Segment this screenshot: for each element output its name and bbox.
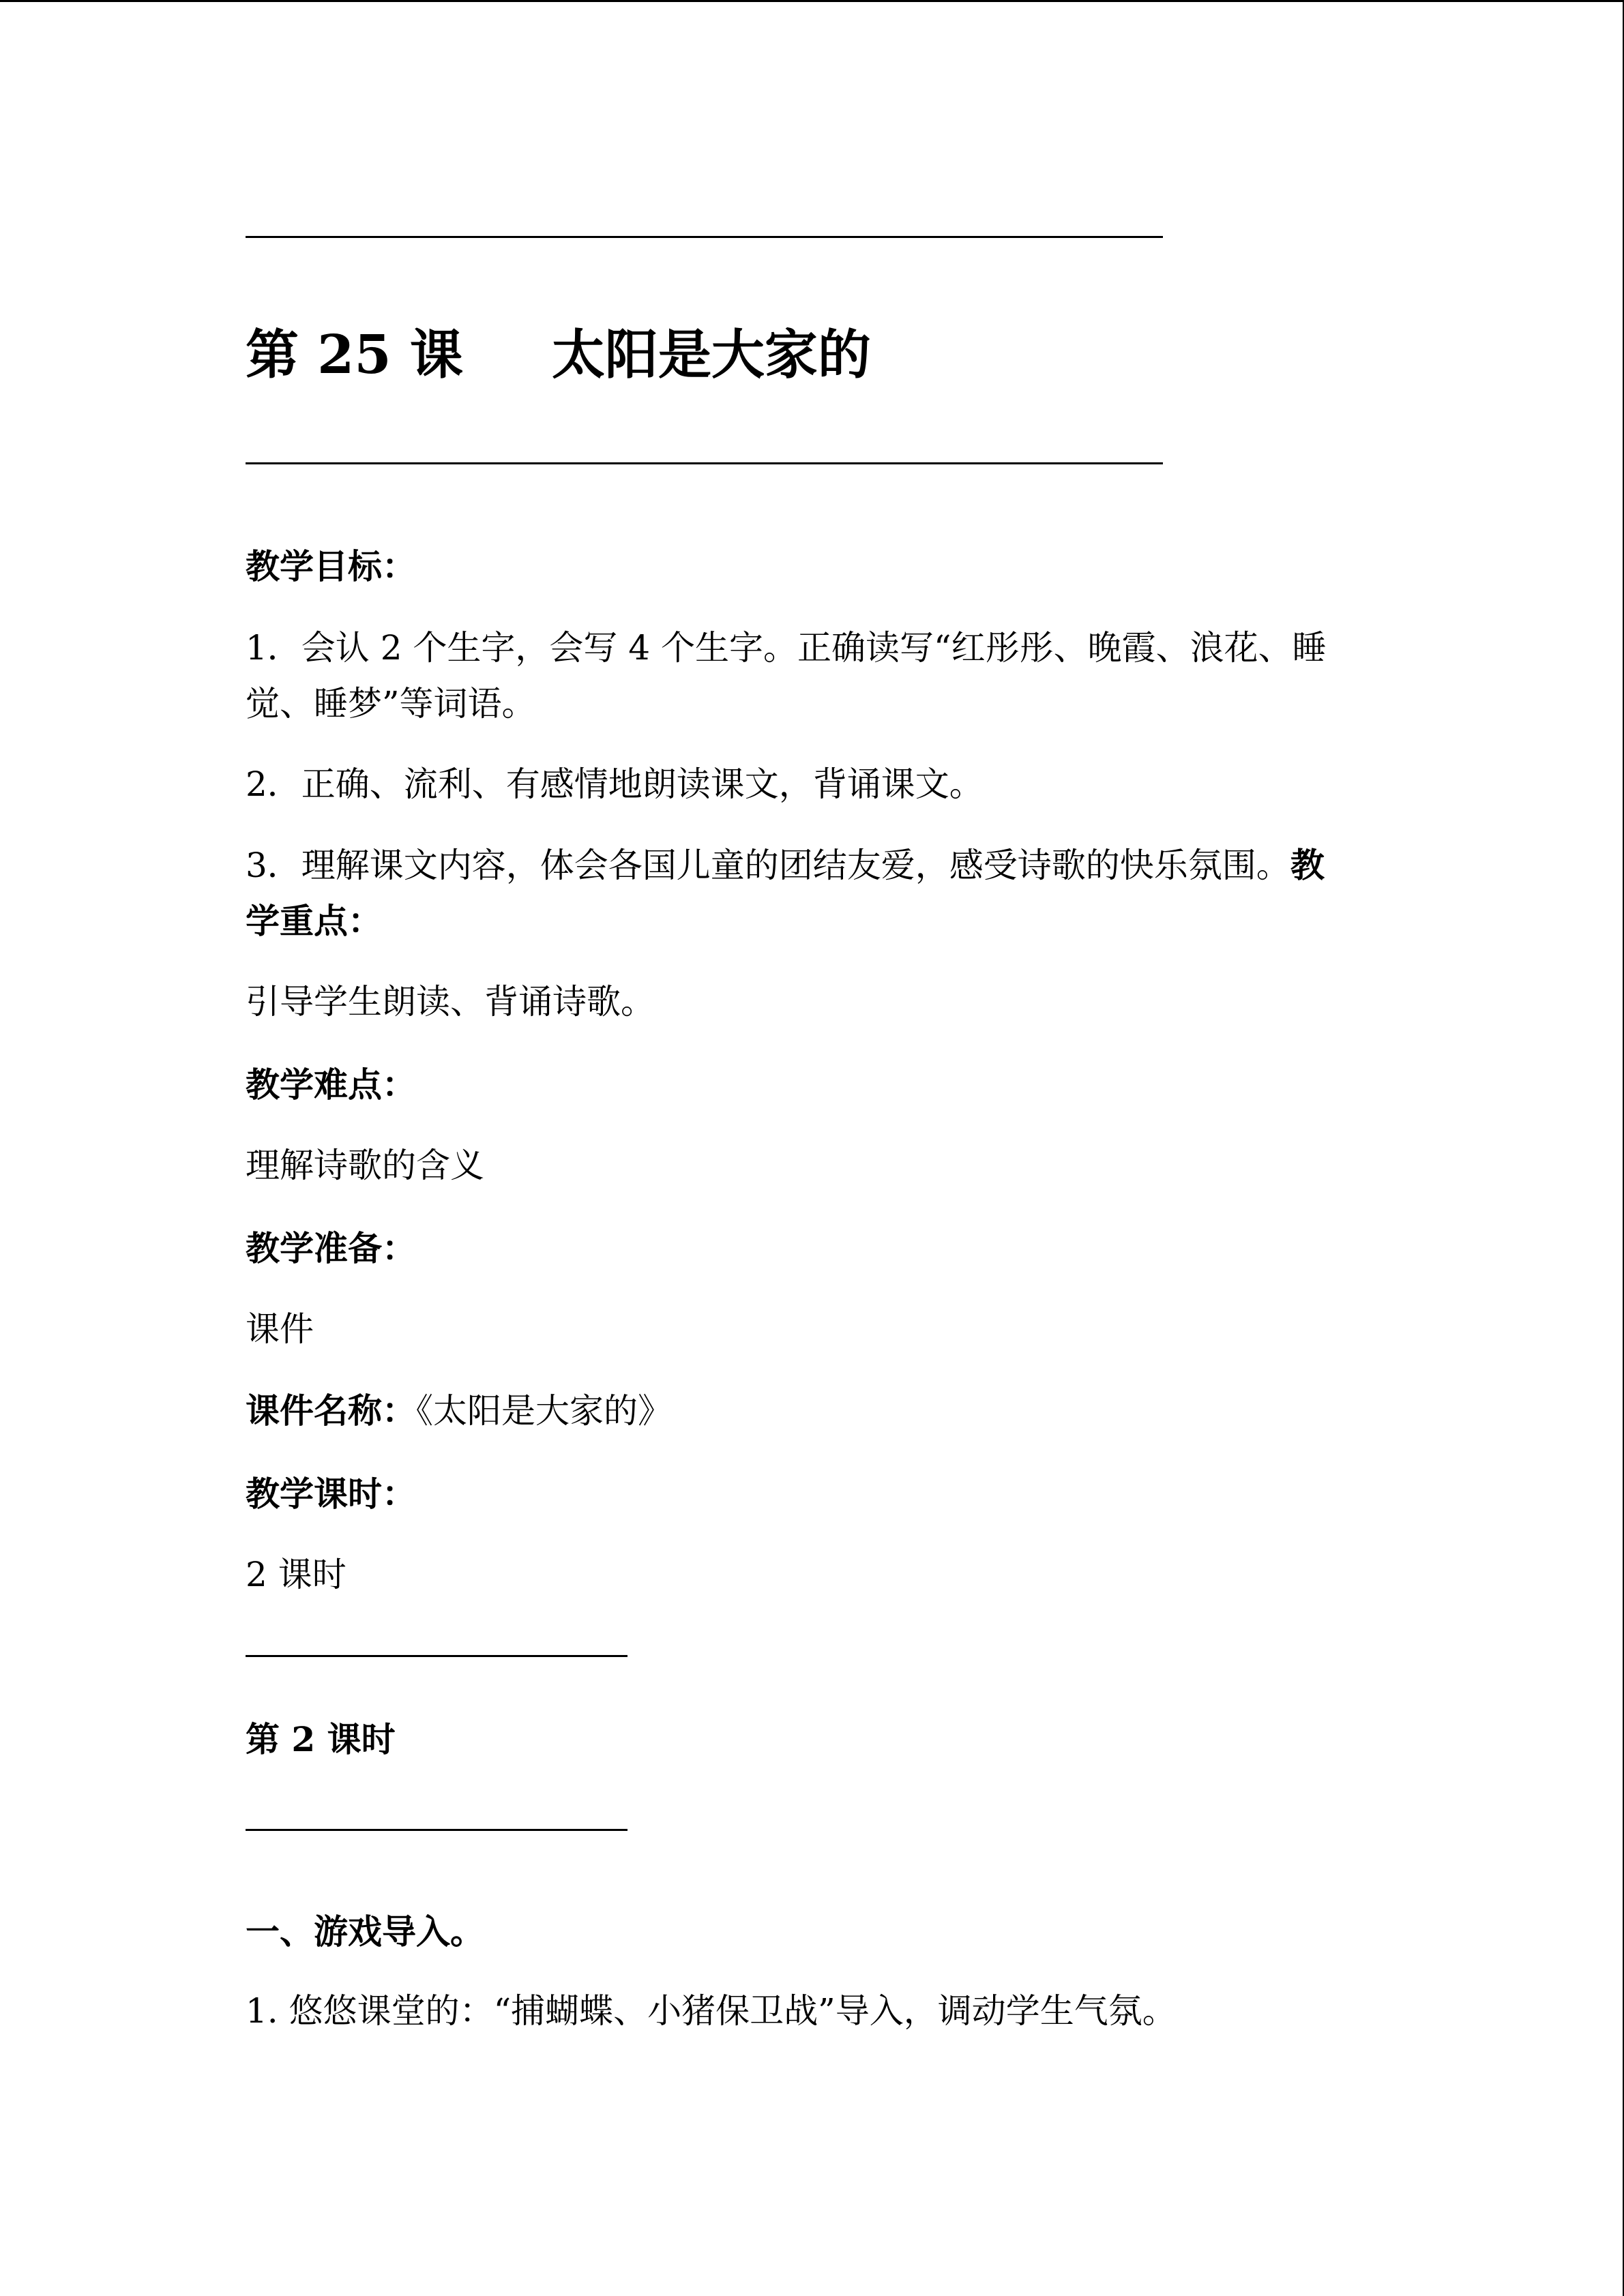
difficulty-text: 理解诗歌的含义 xyxy=(246,1146,484,1185)
objective-item-1: 1．会认 2 个生字，会写 4 个生字。正确读写“红彤彤、晚霞、浪花、睡觉、睡梦”等词语。 xyxy=(246,628,1327,724)
objectives-heading: 教学目标： xyxy=(246,546,416,586)
part1-item-1: 1. 悠悠课堂的：“捕蝴蝶、小猪保卫战”导入，调动学生气氛。 xyxy=(246,1991,1177,2031)
key-points-text: 引导学生朗读、背诵诗歌。 xyxy=(246,982,655,1022)
title-top-rule xyxy=(246,236,1163,238)
periods-text: 2 课时 xyxy=(246,1555,346,1594)
difficulty-heading: 教学难点： xyxy=(246,1064,416,1105)
preparation-heading: 教学准备： xyxy=(246,1228,416,1268)
courseware-line xyxy=(246,1383,1337,1439)
objective-item-3-text: 3．理解课文内容，体会各国儿童的团结友爱，感受诗歌的快乐氛围。 xyxy=(246,846,1290,885)
objective-item-2: 2．正确、流利、有感情地朗读课文，背诵课文。 xyxy=(246,764,984,804)
title-bottom-rule xyxy=(246,462,1163,464)
section-heading: 第 2 课时 xyxy=(246,1719,396,1759)
key-points-heading: 教学重点： xyxy=(246,845,1325,941)
section-top-rule xyxy=(246,1655,628,1657)
lesson-title xyxy=(246,321,871,389)
preparation-text: 课件 xyxy=(246,1309,314,1349)
courseware-label: 课件名称： xyxy=(246,1390,416,1431)
lesson-number: 第 25 课 xyxy=(246,324,463,386)
courseware-value: 《太阳是大家的》 xyxy=(416,1391,672,1431)
part1-heading: 一、游戏导入。 xyxy=(246,1911,484,1952)
objective-item-3 xyxy=(246,837,1337,949)
periods-heading: 教学课时： xyxy=(246,1474,416,1514)
lesson-name: 太阳是大家的 xyxy=(551,324,871,386)
section-bottom-rule xyxy=(246,1829,628,1831)
